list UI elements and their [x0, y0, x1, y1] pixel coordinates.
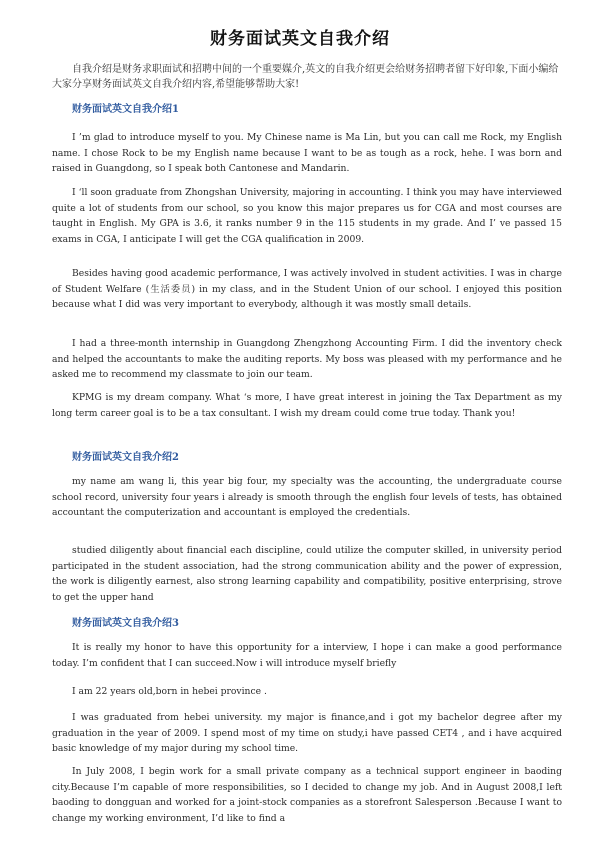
paragraph: I was graduated from hebei university. my major is finance,and i got my bachelor degree after my graduation in the year of 2009. I spend most of my time on study,i have passed CET4 , and i have acquired basic knowledge of my major during my school time. [52, 712, 562, 754]
paragraph: It is really my honor to have this opportunity for a interview, I hope i can make a good performance today. I’m confident that I can succeed.Now i will introduce myself briefly [52, 642, 562, 669]
paragraph: KPMG is my dream company. What ‘s more, I have great interest in joining the Tax Department as my long term career goal is to be a tax consultant. I wish my dream could come true today. Thank you! [52, 392, 562, 419]
intro-paragraph: 自我介绍是财务求职面试和招聘中间的一个重要媒介,英文的自我介绍更会给财务招聘者留下好印象,下面小编给大家分享财务面试英文自我介绍内容,希望能够帮助大家! [52, 64, 559, 90]
paragraph: I ’m glad to introduce myself to you. My Chinese name is Ma Lin, but you can call me Rock, my English name. I chose Rock to be my English name because I want to be as tough as a rock, hehe. I was born and raised in Guangdong, so I speak both Cantonese and Mandarin. [52, 132, 562, 174]
paragraph: I had a three-month internship in Guangdong Zhengzhong Accounting Firm. I did the inventory check and helped the accountants to make the auditing reports. My boss was pleased with my performance and he asked me to recommend my classmate to join our team. [52, 338, 562, 380]
section-heading-1: 财务面试英文自我介绍1 [72, 104, 179, 115]
paragraph: my name am wang li, this year big four, my specialty was the accounting, the undergraduate course school record, university four years i already is smooth through the english four levels of tests, has obtained accountant the computerization and accountant is employed the credentials. [52, 476, 562, 518]
paragraph: studied diligently about financial each discipline, could utilize the computer skilled, in university period participated in the student association, had the strong communication ability and the power of expression, the work is diligently earnest, also strong learning capability and compatibility, positive enterprising, strove to get the upper hand [52, 545, 562, 603]
paragraph: In July 2008, I begin work for a small private company as a technical support engineer in baoding city.Because I’m capable of more responsibilities, so I decided to change my job. And in August 2008,I left baoding to dongguan and worked for a joint-stock companies as a storefront Salesperson .Because I want to change my working environment, I’d like to find a [52, 766, 562, 824]
page-title: 财务面试英文自我介绍 [210, 29, 390, 49]
paragraph: Besides having good academic performance, I was actively involved in student activities. I was in charge of Student Welfare (生活委员) in my class, and in the Student Union of our school. I enjoyed this position because what I did was very important to everybody, although it was mostly small details. [52, 268, 562, 310]
paragraph: I am 22 years old,born in hebei province . [72, 686, 267, 697]
paragraph: I ‘ll soon graduate from Zhongshan University, majoring in accounting. I think you may have interviewed quite a lot of students from our school, so you know this major prepares us for CGA and most courses are taught in English. My GPA is 3.6, it ranks number 9 in the 115 students in my grade. And I’ ve passed 15 exams in CGA, I anticipate I will get the CGA qualification in 2009. [52, 187, 562, 245]
section-heading-3: 财务面试英文自我介绍3 [72, 618, 179, 629]
section-heading-2: 财务面试英文自我介绍2 [72, 452, 179, 463]
